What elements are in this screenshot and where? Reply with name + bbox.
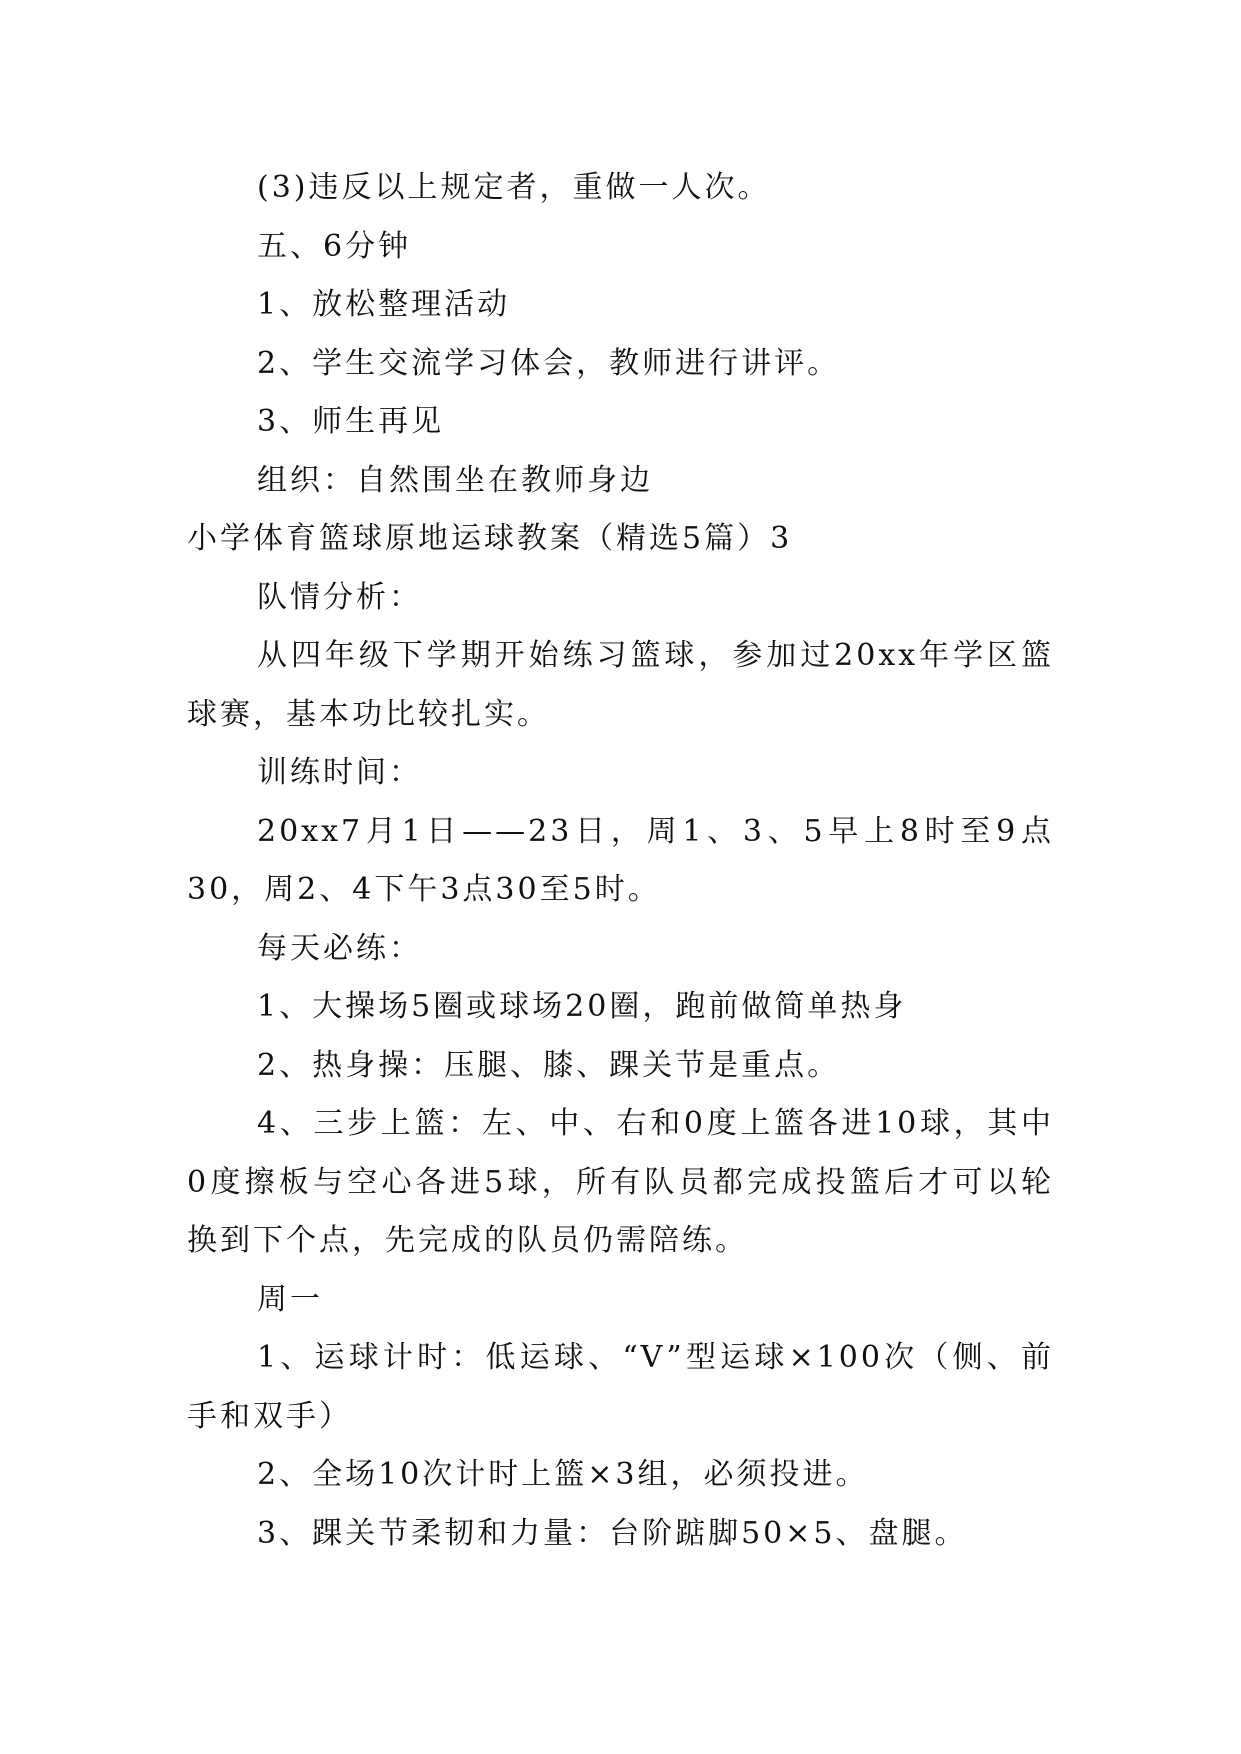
full-court-layup-item: 2、全场10次计时上篮×3组，必须投进。 xyxy=(257,1457,869,1492)
layup-drill-line: 0度擦板与空心各进5球，所有队员都完成投篮后才可以轮 xyxy=(187,1164,1054,1200)
document-body xyxy=(187,159,1054,1563)
rule-violation-line: (3)违反以上规定者，重做一人次。 xyxy=(257,170,771,205)
dribble-timing-line: 1、运球计时：低运球、“V”型运球×100次（侧、前 xyxy=(257,1340,1054,1375)
warmup-exercise-item: 2、热身操：压腿、膝、踝关节是重点。 xyxy=(257,1047,841,1083)
layup-drill-line: 换到下个点，先完成的队员仍需陪练。 xyxy=(187,1223,748,1258)
relax-activity-item: 1、放松整理活动 xyxy=(257,287,511,322)
lesson-plan-title: 小学体育篮球原地运球教案（精选5篇）3 xyxy=(187,521,793,556)
team-analysis-heading: 队情分析： xyxy=(257,579,422,615)
goodbye-item: 3、师生再见 xyxy=(257,404,445,439)
ankle-training-item: 3、踝关节柔韧和力量：台阶踮脚50×5、盘腿。 xyxy=(257,1515,968,1551)
part-five-heading: 五、6分钟 xyxy=(257,228,412,264)
monday-heading: 周一 xyxy=(257,1281,323,1317)
team-analysis-text-line: 球赛，基本功比较扎实。 xyxy=(187,696,550,732)
training-time-text-line: 20xx7月1日——23日，周1、3、5早上8时至9点 xyxy=(257,813,1054,849)
daily-practice-heading: 每天必练： xyxy=(257,930,422,966)
daily-run-item: 1、大操场5圈或球场20圈，跑前做简单热身 xyxy=(257,989,907,1024)
organization-note: 组织：自然围坐在教师身边 xyxy=(257,462,653,498)
training-time-heading: 训练时间： xyxy=(257,755,422,790)
team-analysis-text-line: 从四年级下学期开始练习篮球，参加过20xx年学区篮 xyxy=(257,638,1054,673)
layup-drill-line: 4、三步上篮：左、中、右和0度上篮各进10球，其中 xyxy=(257,1106,1054,1141)
training-time-text-line: 30，周2、4下午3点30至5时。 xyxy=(187,872,661,907)
student-exchange-item: 2、学生交流学习体会，教师进行讲评。 xyxy=(257,345,841,381)
dribble-timing-line: 手和双手） xyxy=(187,1398,352,1434)
